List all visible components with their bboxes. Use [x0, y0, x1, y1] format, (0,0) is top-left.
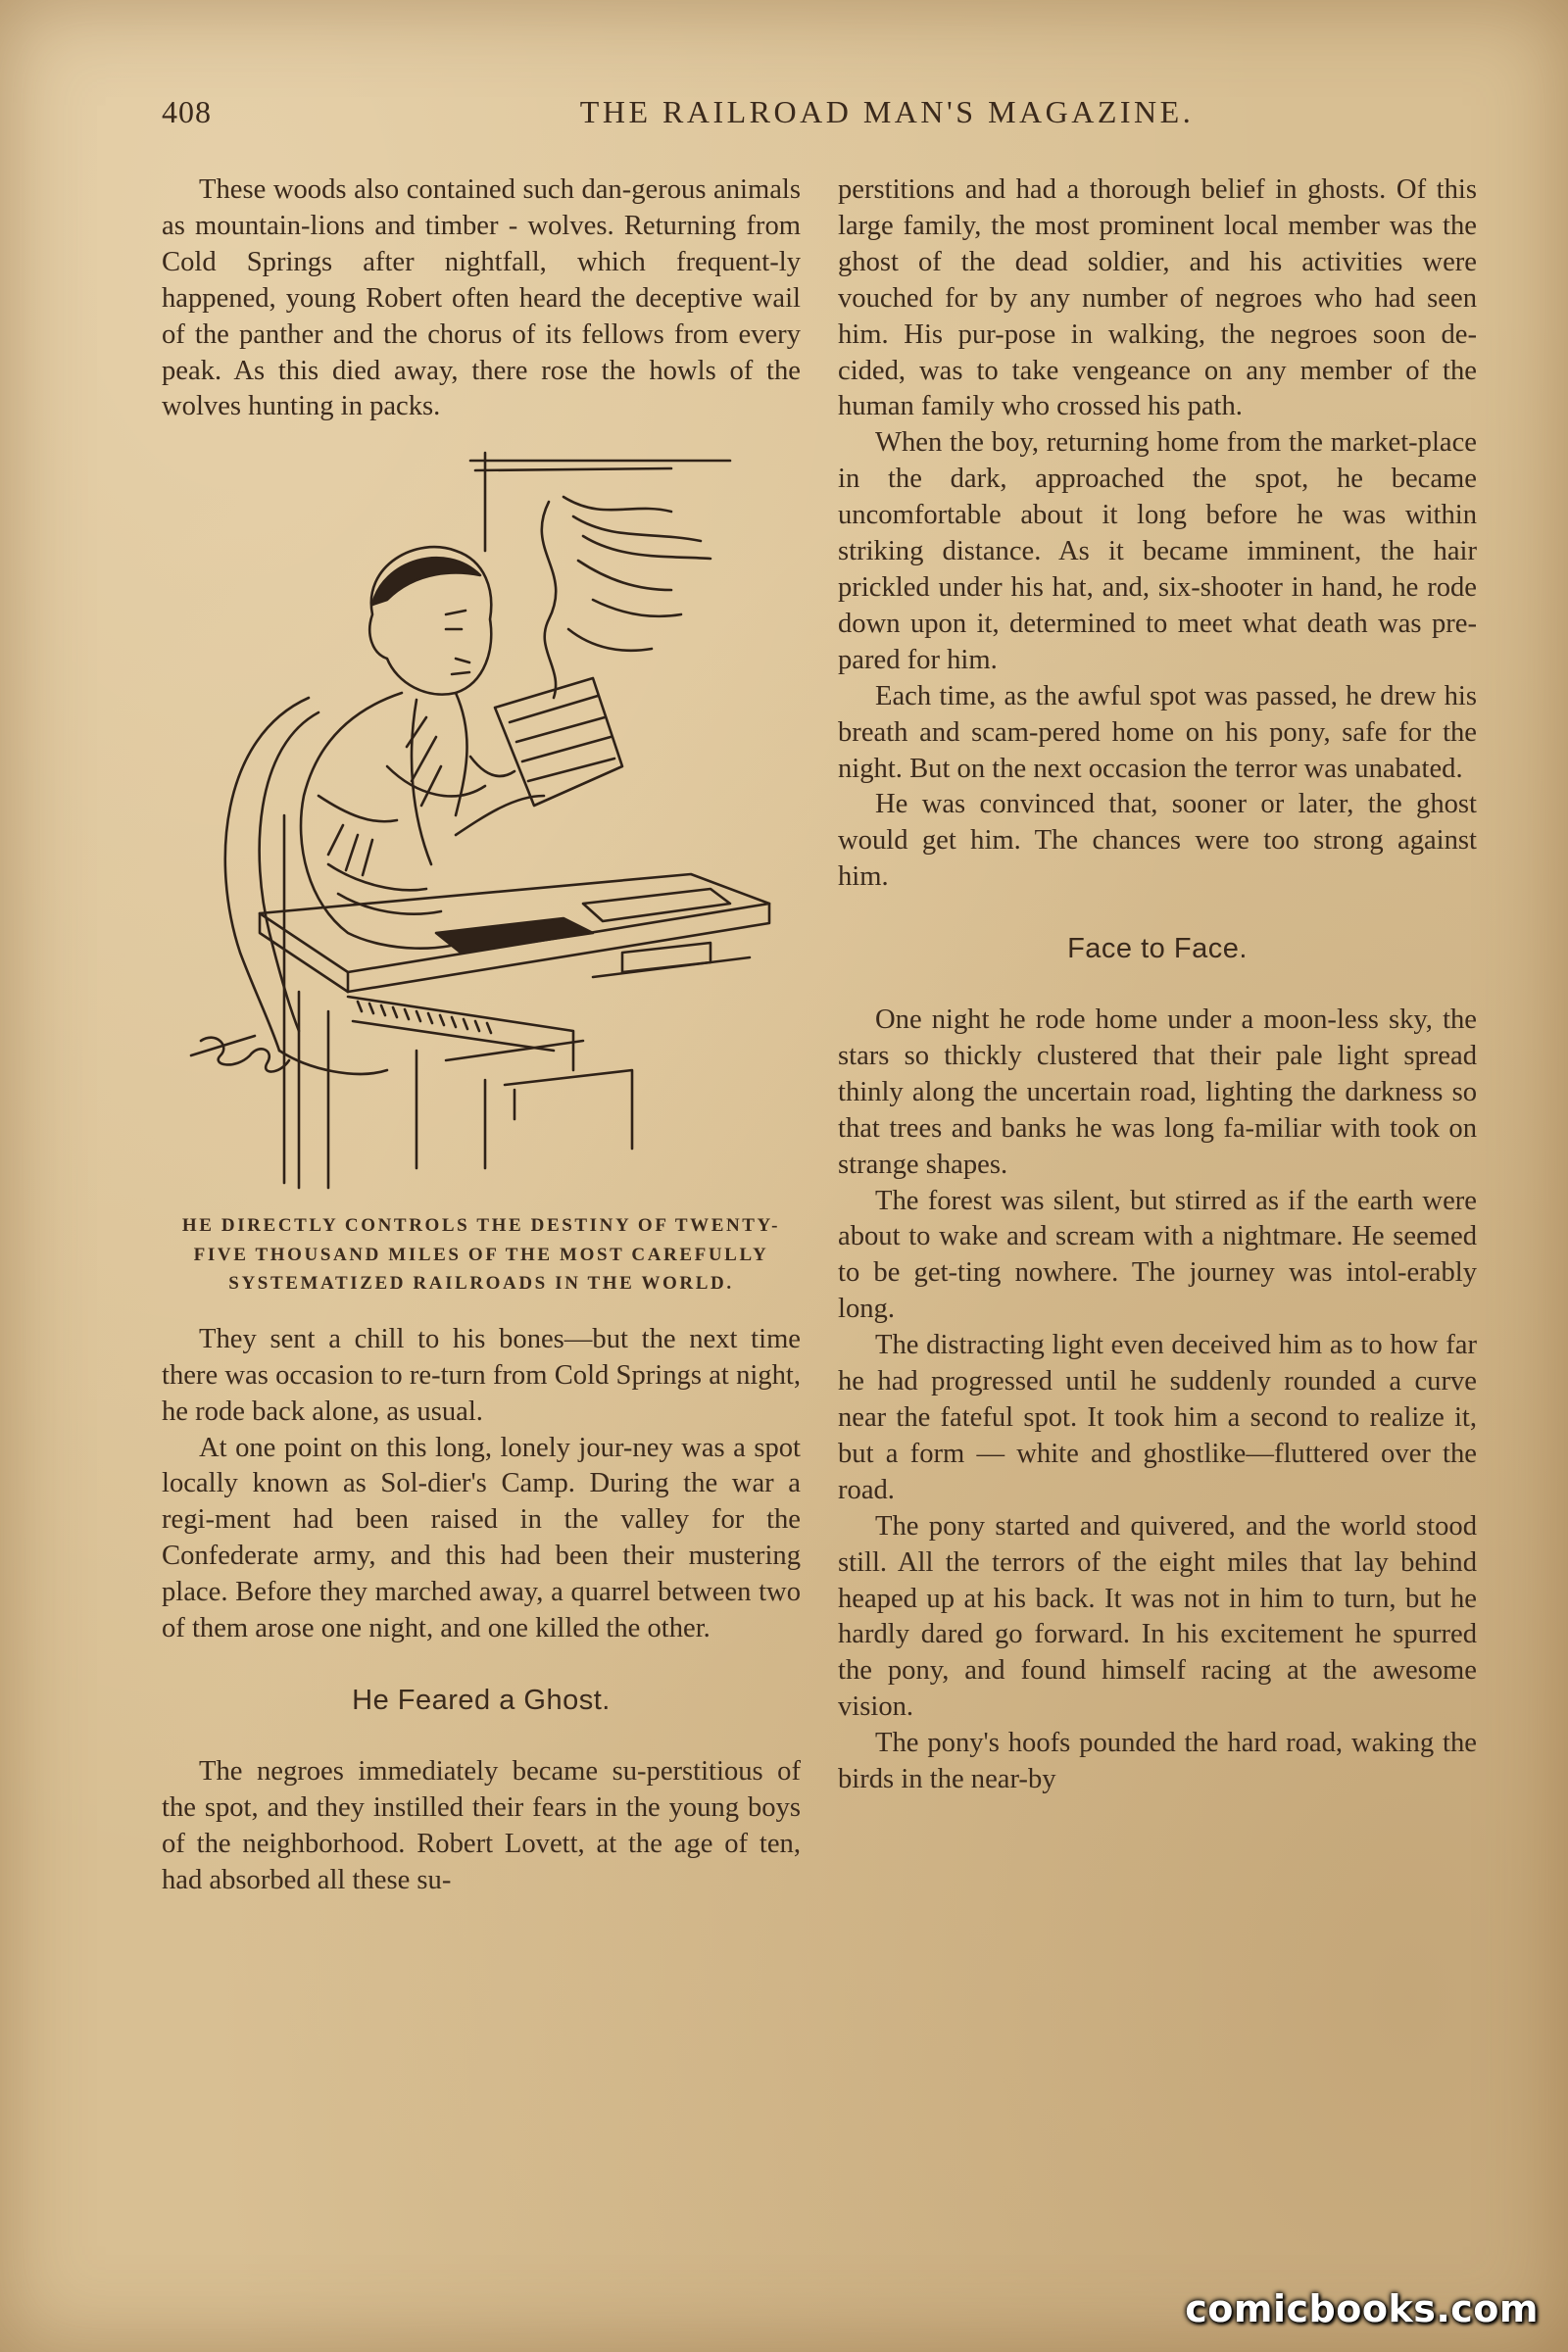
man-reading-newspaper-illustration: [162, 443, 801, 1198]
page-header: [162, 94, 1475, 149]
page-number: 408: [162, 94, 212, 129]
paragraph: The pony's hoofs pounded the hard road, waking the birds in the near-by: [838, 1728, 1477, 1795]
paragraph: These woods also contained such dan-gerous animals as mountain-lions and timber - wolves. Returning from Cold Springs after nightfall, which frequent-ly happened, young Robert often heard the deceptive wail of the panther and the chorus of its fellows from every peak. As this died away, there rose the howls of the wolves hunting in packs.: [162, 174, 801, 422]
section-heading: Face to Face.: [1067, 933, 1248, 965]
right-column: [838, 172, 1477, 1798]
paragraph: He was convinced that, sooner or later, the ghost would get him. The chances were too strong against him.: [838, 789, 1477, 893]
figure-caption: HE DIRECTLY CONTROLS THE DESTINY OF TWENTY-FIVE THOUSAND MILES OF THE MOST CAREFULLY SYSTEMATIZED RAILROADS IN THE WORLD.: [181, 1215, 781, 1295]
illustration: [162, 443, 801, 1198]
paragraph: When the boy, returning home from the market-place in the dark, approached the spot, he became uncomfortable about it long before he was within striking distance. As it became imminent, the hair prickled under his hat, and, six-shooter in hand, he rode down upon it, determined to meet what death was pre-pared for him.: [838, 427, 1477, 675]
section-heading: He Feared a Ghost.: [352, 1685, 611, 1716]
running-title: THE RAILROAD MAN'S MAGAZINE.: [579, 94, 1195, 129]
paragraph: At one point on this long, lonely jour-ney was a spot locally known as Sol-dier's Camp. During the war a regi-ment had been raised in the valley for the Confederate army, and this had been their mustering place. Before they marched away, a quarrel between two of them arose one night, and one killed the other.: [162, 1432, 801, 1644]
paragraph: perstitions and had a thorough belief in ghosts. Of this large family, the most prominent local member was the ghost of the dead soldier, and his activities were vouched for by any number of negroes who had seen him. His pur-pose in walking, the negroes soon de-cided, was to take vengeance on any member of the human family who crossed his path.: [838, 174, 1477, 422]
paragraph: The forest was silent, but stirred as if the earth were about to wake and scream with a nightmare. He seemed to be get-ting nowhere. The journey was intol-erably long.: [838, 1185, 1477, 1325]
paragraph: The pony started and quivered, and the world stood still. All the terrors of the eight miles that lay behind heaped up at his back. It was not in him to turn, but he hardly dared go forward. In his excitement he spurred the pony, and found himself racing at the awesome vision.: [838, 1510, 1477, 1723]
paragraph: They sent a chill to his bones—but the next time there was occasion to re-turn from Cold Springs at night, he rode back alone, as usual.: [162, 1323, 801, 1427]
site-watermark: comicbooks.com: [1185, 2287, 1539, 2330]
paragraph: Each time, as the awful spot was passed, he drew his breath and scam-pered home on his pony, safe for the night. But on the next occasion the terror was unabated.: [838, 680, 1477, 784]
left-column: [162, 172, 801, 1899]
paragraph: The negroes immediately became su-perstitious of the spot, and they instilled their fears in the young boys of the neighborhood. Robert Lovett, at the age of ten, had absorbed all these su-: [162, 1755, 801, 1895]
paragraph: The distracting light even deceived him as to how far he had progressed until he suddenly rounded a curve near the fateful spot. It took him a second to realize it, but a form — white and ghostlike—fluttered over the road.: [838, 1330, 1477, 1505]
paragraph: One night he rode home under a moon-less sky, the stars so thickly clustered that their pale light spread thinly along the uncertain road, lighting the darkness so that trees and banks he was long fa-miliar with took on strange shapes.: [838, 1004, 1477, 1180]
